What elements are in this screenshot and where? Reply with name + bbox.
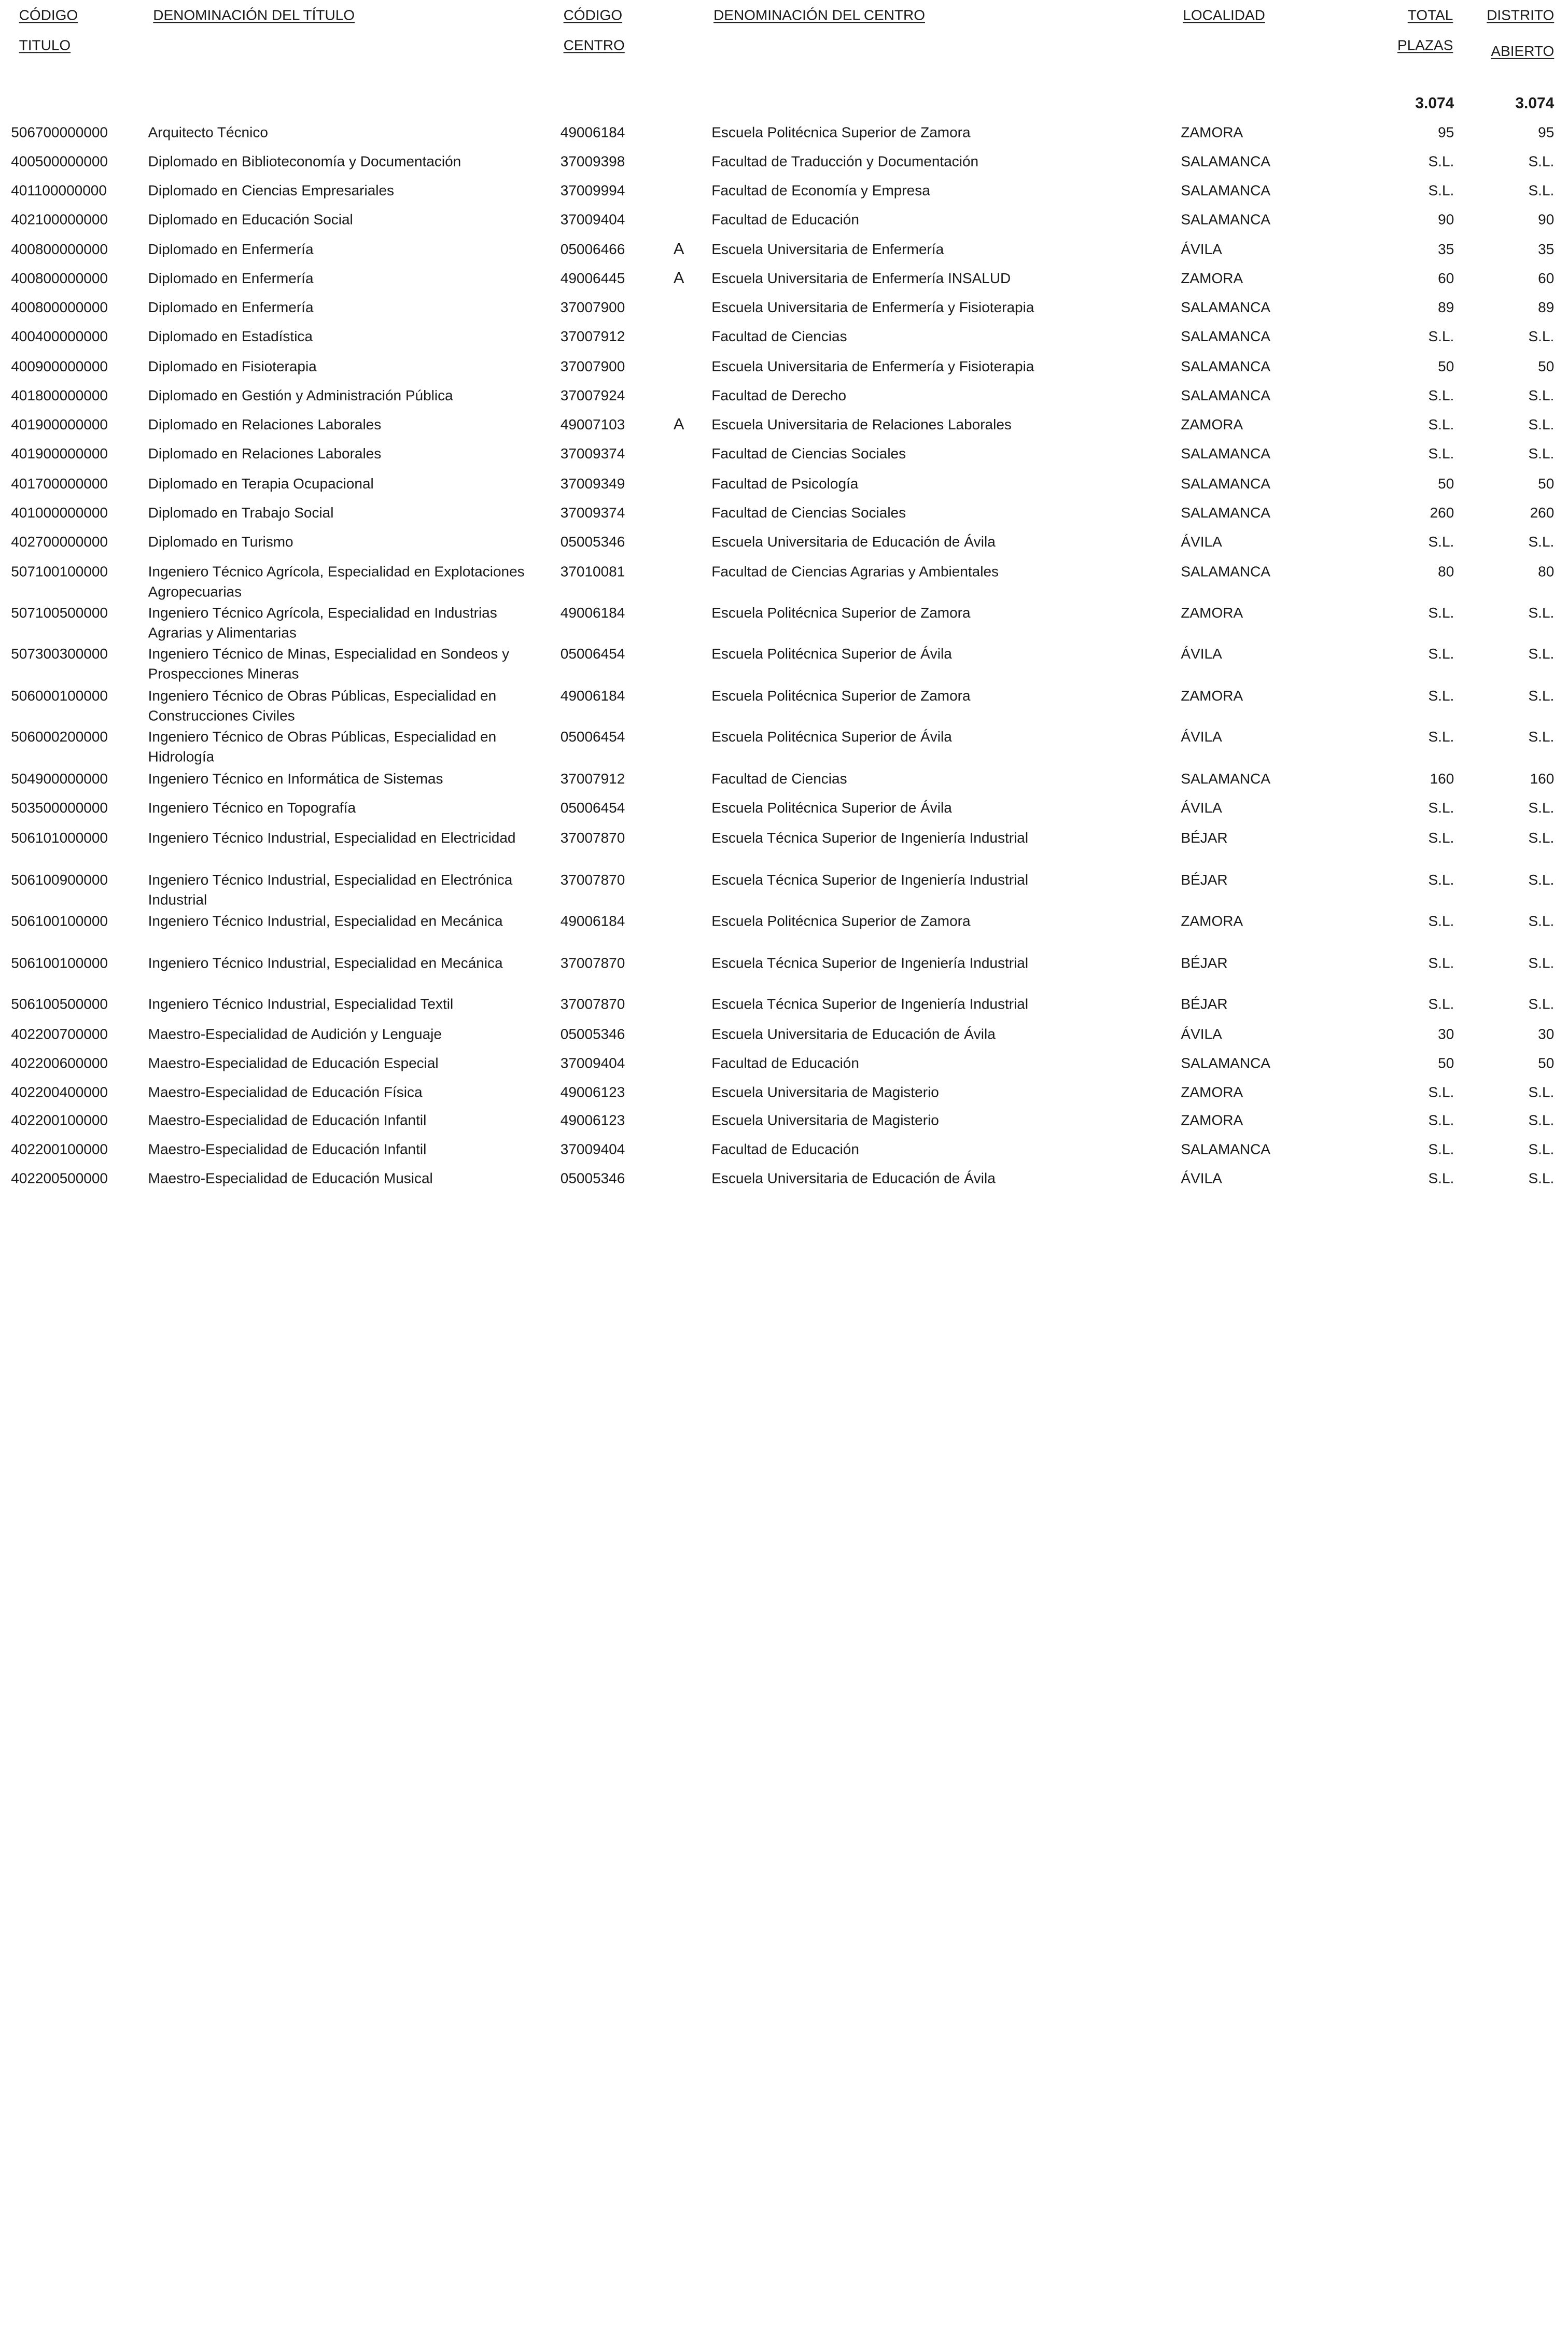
row-distrito: S.L. xyxy=(1528,914,1555,930)
row-titulo: Diplomado en Enfermería xyxy=(148,242,314,258)
row-codigo-titulo: 507100100000 xyxy=(11,564,108,581)
row-codigo-centro: 49007103 xyxy=(560,417,625,434)
row-localidad: ZAMORA xyxy=(1181,271,1243,287)
row-codigo-centro: 37009374 xyxy=(560,446,625,463)
row-centro: Escuela Universitaria de Magisterio xyxy=(711,1085,939,1101)
row-codigo-titulo: 400800000000 xyxy=(11,271,108,287)
row-distrito: S.L. xyxy=(1528,997,1555,1013)
header-total-plazas-line2: PLAZAS xyxy=(1397,38,1453,54)
row-total: S.L. xyxy=(1428,801,1454,817)
row-total: S.L. xyxy=(1428,1085,1454,1101)
row-titulo: Ingeniero Técnico Industrial, Especialidad en Electrónica Industrial xyxy=(148,872,513,909)
row-total: S.L. xyxy=(1428,417,1454,434)
row-codigo-titulo: 506000200000 xyxy=(11,729,108,746)
row-localidad: ÁVILA xyxy=(1181,646,1222,663)
row-total: S.L. xyxy=(1428,688,1454,705)
row-localidad: SALAMANCA xyxy=(1181,446,1271,463)
row-distrito: S.L. xyxy=(1528,329,1555,345)
row-centro: Escuela Universitaria de Enfermería y Fisioterapia xyxy=(711,300,1034,316)
row-codigo-titulo: 506000100000 xyxy=(11,688,108,705)
row-titulo: Diplomado en Relaciones Laborales xyxy=(148,417,382,434)
row-total: S.L. xyxy=(1428,914,1454,930)
row-total: S.L. xyxy=(1428,329,1454,345)
row-codigo-centro: 49006445 xyxy=(560,271,625,287)
row-titulo: Diplomado en Fisioterapia xyxy=(148,359,317,375)
row-distrito: 35 xyxy=(1538,242,1555,258)
row-codigo-centro: 05005346 xyxy=(560,1027,625,1043)
row-distrito: S.L. xyxy=(1528,183,1555,200)
row-localidad: ÁVILA xyxy=(1181,534,1222,551)
row-distrito: S.L. xyxy=(1528,1142,1555,1158)
row-distrito: 95 xyxy=(1538,125,1555,142)
row-total: S.L. xyxy=(1428,830,1454,847)
row-centro: Escuela Politécnica Superior de Zamora xyxy=(711,914,971,930)
row-titulo: Diplomado en Educación Social xyxy=(148,212,353,229)
row-titulo: Diplomado en Terapia Ocupacional xyxy=(148,476,374,493)
row-codigo-centro: 37010081 xyxy=(560,564,625,581)
row-titulo: Ingeniero Técnico en Informática de Sistemas xyxy=(148,772,443,788)
row-codigo-titulo: 401800000000 xyxy=(11,388,108,404)
row-titulo: Maestro-Especialidad de Educación Infantil xyxy=(148,1113,427,1129)
row-localidad: ZAMORA xyxy=(1181,688,1243,705)
row-codigo-centro: 49006184 xyxy=(560,914,625,930)
row-distrito: 160 xyxy=(1530,772,1555,788)
row-centro: Escuela Politécnica Superior de Ávila xyxy=(711,646,952,663)
row-centro: Facultad de Ciencias xyxy=(711,329,847,345)
row-total: S.L. xyxy=(1428,1171,1454,1187)
row-codigo-centro: 05005346 xyxy=(560,1171,625,1187)
row-codigo-centro: 05006454 xyxy=(560,729,625,746)
row-titulo: Diplomado en Gestión y Administración Pública xyxy=(148,388,453,404)
row-codigo-titulo: 506100900000 xyxy=(11,872,108,889)
row-localidad: ÁVILA xyxy=(1181,801,1222,817)
row-centro: Facultad de Educación xyxy=(711,1056,859,1072)
row-total: 90 xyxy=(1438,212,1454,229)
row-localidad: SALAMANCA xyxy=(1181,183,1271,200)
row-titulo: Maestro-Especialidad de Educación Especial xyxy=(148,1056,439,1072)
row-codigo-titulo: 507300300000 xyxy=(11,646,108,663)
row-centro: Facultad de Ciencias Sociales xyxy=(711,505,906,522)
row-total: 30 xyxy=(1438,1027,1454,1043)
row-codigo-titulo: 400800000000 xyxy=(11,242,108,258)
row-localidad: SALAMANCA xyxy=(1181,388,1271,404)
row-codigo-centro: 37007924 xyxy=(560,388,625,404)
row-centro: Escuela Universitaria de Relaciones Laborales xyxy=(711,417,1012,434)
header-denominacion-centro: DENOMINACIÓN DEL CENTRO xyxy=(713,8,925,24)
row-titulo: Maestro-Especialidad de Educación Física xyxy=(148,1085,423,1101)
row-total: 50 xyxy=(1438,476,1454,493)
row-distrito: 50 xyxy=(1538,1056,1555,1072)
row-centro: Escuela Universitaria de Enfermería xyxy=(711,242,944,258)
row-codigo-titulo: 402100000000 xyxy=(11,212,108,229)
row-titulo: Maestro-Especialidad de Educación Musical xyxy=(148,1171,433,1187)
row-codigo-titulo: 506100100000 xyxy=(11,956,108,972)
row-codigo-centro: 37009994 xyxy=(560,183,625,200)
row-centro: Escuela Universitaria de Enfermería INSALUD xyxy=(711,271,1011,287)
row-total: S.L. xyxy=(1428,997,1454,1013)
row-total: 89 xyxy=(1438,300,1454,316)
row-codigo-centro: 37009398 xyxy=(560,154,625,171)
row-total: S.L. xyxy=(1428,154,1454,171)
row-distrito: 90 xyxy=(1538,212,1555,229)
row-localidad: ZAMORA xyxy=(1181,125,1243,142)
row-localidad: SALAMANCA xyxy=(1181,1142,1271,1158)
row-titulo: Ingeniero Técnico Agrícola, Especialidad en Explotaciones Agropecuarias xyxy=(148,564,525,600)
row-codigo-centro: 49006184 xyxy=(560,605,625,622)
row-localidad: ZAMORA xyxy=(1181,1113,1243,1129)
row-total: S.L. xyxy=(1428,646,1454,663)
row-codigo-titulo: 401700000000 xyxy=(11,476,108,493)
row-titulo: Ingeniero Técnico Agrícola, Especialidad en Industrias Agrarias y Alimentarias xyxy=(148,605,497,642)
row-distrito: 50 xyxy=(1538,359,1555,375)
row-titulo: Ingeniero Técnico Industrial, Especialidad en Mecánica xyxy=(148,914,503,930)
row-centro: Facultad de Derecho xyxy=(711,388,847,404)
row-titulo: Ingeniero Técnico de Minas, Especialidad en Sondeos y Prospecciones Mineras xyxy=(148,646,510,683)
row-distrito: S.L. xyxy=(1528,605,1555,622)
row-centro: Escuela Técnica Superior de Ingeniería Industrial xyxy=(711,872,1029,889)
row-codigo-titulo: 506100500000 xyxy=(11,997,108,1013)
row-codigo-titulo: 506101000000 xyxy=(11,830,108,847)
row-centro: Escuela Politécnica Superior de Ávila xyxy=(711,729,952,746)
row-titulo: Ingeniero Técnico Industrial, Especialidad en Electricidad xyxy=(148,830,516,847)
row-centro: Escuela Técnica Superior de Ingeniería Industrial xyxy=(711,830,1029,847)
row-distrito: S.L. xyxy=(1528,1171,1555,1187)
row-distrito: S.L. xyxy=(1528,534,1555,551)
row-distrito: S.L. xyxy=(1528,688,1555,705)
row-centro: Facultad de Educación xyxy=(711,212,859,229)
row-codigo-titulo: 402200100000 xyxy=(11,1142,108,1158)
row-distrito: 50 xyxy=(1538,476,1555,493)
row-centro: Facultad de Psicología xyxy=(711,476,859,493)
row-titulo: Ingeniero Técnico de Obras Públicas, Especialidad en Construcciones Civiles xyxy=(148,688,497,725)
row-localidad: SALAMANCA xyxy=(1181,154,1271,171)
row-total: 50 xyxy=(1438,359,1454,375)
row-codigo-centro: 37009404 xyxy=(560,212,625,229)
row-centro: Escuela Universitaria de Magisterio xyxy=(711,1113,939,1129)
row-codigo-titulo: 400800000000 xyxy=(11,300,108,316)
row-localidad: BÉJAR xyxy=(1181,872,1228,889)
row-total: S.L. xyxy=(1428,446,1454,463)
row-codigo-centro: 37007870 xyxy=(560,956,625,972)
row-localidad: SALAMANCA xyxy=(1181,300,1271,316)
row-titulo: Arquitecto Técnico xyxy=(148,125,268,142)
row-centro: Escuela Universitaria de Educación de Ávila xyxy=(711,1171,996,1187)
row-localidad: SALAMANCA xyxy=(1181,329,1271,345)
row-localidad: ZAMORA xyxy=(1181,1085,1243,1101)
row-localidad: ÁVILA xyxy=(1181,729,1222,746)
row-codigo-centro: 37009349 xyxy=(560,476,625,493)
row-centro: Facultad de Traducción y Documentación xyxy=(711,154,979,171)
row-distrito: S.L. xyxy=(1528,872,1555,889)
row-localidad: ZAMORA xyxy=(1181,914,1243,930)
row-distrito: S.L. xyxy=(1528,417,1555,434)
row-localidad: SALAMANCA xyxy=(1181,359,1271,375)
row-codigo-titulo: 401100000000 xyxy=(11,183,107,200)
row-distrito: 260 xyxy=(1530,505,1555,522)
row-total: S.L. xyxy=(1428,534,1454,551)
row-distrito: S.L. xyxy=(1528,729,1555,746)
row-codigo-titulo: 401900000000 xyxy=(11,446,108,463)
total-plazas-sum: 3.074 xyxy=(1415,95,1454,113)
header-codigo-centro-line1: CÓDIGO xyxy=(563,8,623,24)
row-total: 95 xyxy=(1438,125,1454,142)
row-centro: Facultad de Ciencias Agrarias y Ambientales xyxy=(711,564,999,581)
row-codigo-titulo: 504900000000 xyxy=(11,772,108,788)
row-total: 80 xyxy=(1438,564,1454,581)
row-total: S.L. xyxy=(1428,1142,1454,1158)
row-centro: Facultad de Ciencias xyxy=(711,772,847,788)
row-distrito: 80 xyxy=(1538,564,1555,581)
row-distrito: 60 xyxy=(1538,271,1555,287)
row-total: 50 xyxy=(1438,1056,1454,1072)
row-centro: Escuela Técnica Superior de Ingeniería Industrial xyxy=(711,956,1029,972)
row-distrito: 89 xyxy=(1538,300,1555,316)
row-titulo: Ingeniero Técnico Industrial, Especialidad Textil xyxy=(148,997,454,1013)
row-codigo-titulo: 400400000000 xyxy=(11,329,108,345)
row-localidad: ÁVILA xyxy=(1181,1027,1222,1043)
header-total-plazas-line1: TOTAL xyxy=(1407,8,1453,24)
row-titulo: Diplomado en Relaciones Laborales xyxy=(148,446,382,463)
row-codigo-centro: 49006123 xyxy=(560,1085,625,1101)
row-distrito: S.L. xyxy=(1528,1113,1555,1129)
row-localidad: ZAMORA xyxy=(1181,417,1243,434)
row-total: 260 xyxy=(1430,505,1454,522)
row-codigo-titulo: 402200400000 xyxy=(11,1085,108,1101)
row-codigo-centro: 37007870 xyxy=(560,997,625,1013)
row-codigo-titulo: 401900000000 xyxy=(11,417,108,434)
row-distrito: S.L. xyxy=(1528,801,1555,817)
row-centro: Escuela Politécnica Superior de Zamora xyxy=(711,688,971,705)
row-distrito: S.L. xyxy=(1528,446,1555,463)
row-localidad: SALAMANCA xyxy=(1181,476,1271,493)
row-codigo-titulo: 402200100000 xyxy=(11,1113,108,1129)
row-codigo-centro: 49006184 xyxy=(560,688,625,705)
row-centro: Escuela Universitaria de Educación de Ávila xyxy=(711,1027,996,1043)
header-codigo-centro-line2: CENTRO xyxy=(563,38,625,54)
row-localidad: ZAMORA xyxy=(1181,605,1243,622)
row-titulo: Diplomado en Trabajo Social xyxy=(148,505,334,522)
row-codigo-centro: 37007912 xyxy=(560,329,625,345)
row-distrito: S.L. xyxy=(1528,956,1555,972)
row-titulo: Diplomado en Ciencias Empresariales xyxy=(148,183,395,200)
row-codigo-titulo: 401000000000 xyxy=(11,505,108,522)
row-total: S.L. xyxy=(1428,872,1454,889)
row-codigo-titulo: 400900000000 xyxy=(11,359,108,375)
row-codigo-centro: 37009404 xyxy=(560,1142,625,1158)
row-distrito: S.L. xyxy=(1528,154,1555,171)
row-localidad: SALAMANCA xyxy=(1181,564,1271,581)
row-codigo-centro: 37007870 xyxy=(560,872,625,889)
row-distrito: 30 xyxy=(1538,1027,1555,1043)
row-centro: Escuela Politécnica Superior de Zamora xyxy=(711,605,971,622)
row-total: 160 xyxy=(1430,772,1454,788)
row-centro: Facultad de Educación xyxy=(711,1142,859,1158)
header-distrito-abierto-line2: ABIERTO xyxy=(1491,44,1555,60)
row-centro: Escuela Universitaria de Educación de Ávila xyxy=(711,534,996,551)
row-titulo: Ingeniero Técnico en Topografía xyxy=(148,801,356,817)
row-titulo: Diplomado en Enfermería xyxy=(148,300,314,316)
row-codigo-titulo: 402200600000 xyxy=(11,1056,108,1072)
row-localidad: SALAMANCA xyxy=(1181,772,1271,788)
row-codigo-centro: 37009404 xyxy=(560,1056,625,1072)
row-codigo-centro: 05006466 xyxy=(560,242,625,258)
row-distrito: S.L. xyxy=(1528,1085,1555,1101)
row-codigo-centro: 37009374 xyxy=(560,505,625,522)
distrito-abierto-sum: 3.074 xyxy=(1515,95,1555,113)
row-total: S.L. xyxy=(1428,183,1454,200)
row-localidad: BÉJAR xyxy=(1181,830,1228,847)
row-codigo-titulo: 402200700000 xyxy=(11,1027,108,1043)
row-codigo-centro: 49006123 xyxy=(560,1113,625,1129)
row-total: S.L. xyxy=(1428,729,1454,746)
row-total: 60 xyxy=(1438,271,1454,287)
row-localidad: ÁVILA xyxy=(1181,1171,1222,1187)
row-codigo-centro: 05005346 xyxy=(560,534,625,551)
row-flag: A xyxy=(673,270,684,287)
row-titulo: Diplomado en Enfermería xyxy=(148,271,314,287)
row-codigo-titulo: 503500000000 xyxy=(11,801,108,817)
row-codigo-centro: 05006454 xyxy=(560,801,625,817)
row-codigo-titulo: 402700000000 xyxy=(11,534,108,551)
row-codigo-centro: 49006184 xyxy=(560,125,625,142)
row-localidad: BÉJAR xyxy=(1181,997,1228,1013)
header-localidad: LOCALIDAD xyxy=(1183,8,1265,24)
header-distrito-abierto-line1: DISTRITO xyxy=(1487,8,1555,24)
row-centro: Facultad de Ciencias Sociales xyxy=(711,446,906,463)
row-localidad: SALAMANCA xyxy=(1181,505,1271,522)
row-localidad: ÁVILA xyxy=(1181,242,1222,258)
row-codigo-centro: 37007912 xyxy=(560,772,625,788)
row-centro: Escuela Politécnica Superior de Ávila xyxy=(711,801,952,817)
row-titulo: Diplomado en Turismo xyxy=(148,534,293,551)
header-codigo-titulo-line1: CÓDIGO xyxy=(19,8,78,24)
row-distrito: S.L. xyxy=(1528,646,1555,663)
row-localidad: BÉJAR xyxy=(1181,956,1228,972)
row-codigo-titulo: 506700000000 xyxy=(11,125,108,142)
header-codigo-titulo-line2: TITULO xyxy=(19,38,71,54)
row-centro: Escuela Politécnica Superior de Zamora xyxy=(711,125,971,142)
row-centro: Facultad de Economía y Empresa xyxy=(711,183,930,200)
row-localidad: SALAMANCA xyxy=(1181,212,1271,229)
row-codigo-titulo: 402200500000 xyxy=(11,1171,108,1187)
row-centro: Escuela Universitaria de Enfermería y Fisioterapia xyxy=(711,359,1034,375)
row-total: S.L. xyxy=(1428,956,1454,972)
row-codigo-titulo: 400500000000 xyxy=(11,154,108,171)
row-codigo-titulo: 507100500000 xyxy=(11,605,108,622)
row-distrito: S.L. xyxy=(1528,388,1555,404)
row-total: S.L. xyxy=(1428,388,1454,404)
row-codigo-centro: 37007900 xyxy=(560,300,625,316)
row-localidad: SALAMANCA xyxy=(1181,1056,1271,1072)
row-titulo: Ingeniero Técnico Industrial, Especialidad en Mecánica xyxy=(148,956,503,972)
row-titulo: Maestro-Especialidad de Educación Infantil xyxy=(148,1142,427,1158)
row-total: S.L. xyxy=(1428,1113,1454,1129)
row-titulo: Diplomado en Biblioteconomía y Documentación xyxy=(148,154,461,171)
row-codigo-titulo: 506100100000 xyxy=(11,914,108,930)
row-total: S.L. xyxy=(1428,605,1454,622)
row-codigo-centro: 37007900 xyxy=(560,359,625,375)
header-denominacion-titulo: DENOMINACIÓN DEL TÍTULO xyxy=(153,8,355,24)
row-total: 35 xyxy=(1438,242,1454,258)
row-centro: Escuela Técnica Superior de Ingeniería Industrial xyxy=(711,997,1029,1013)
row-titulo: Maestro-Especialidad de Audición y Lenguaje xyxy=(148,1027,442,1043)
row-distrito: S.L. xyxy=(1528,830,1555,847)
row-flag: A xyxy=(673,241,684,258)
row-codigo-centro: 37007870 xyxy=(560,830,625,847)
row-flag: A xyxy=(673,416,684,434)
row-titulo: Diplomado en Estadística xyxy=(148,329,313,345)
row-titulo: Ingeniero Técnico de Obras Públicas, Especialidad en Hidrología xyxy=(148,729,497,766)
row-codigo-centro: 05006454 xyxy=(560,646,625,663)
